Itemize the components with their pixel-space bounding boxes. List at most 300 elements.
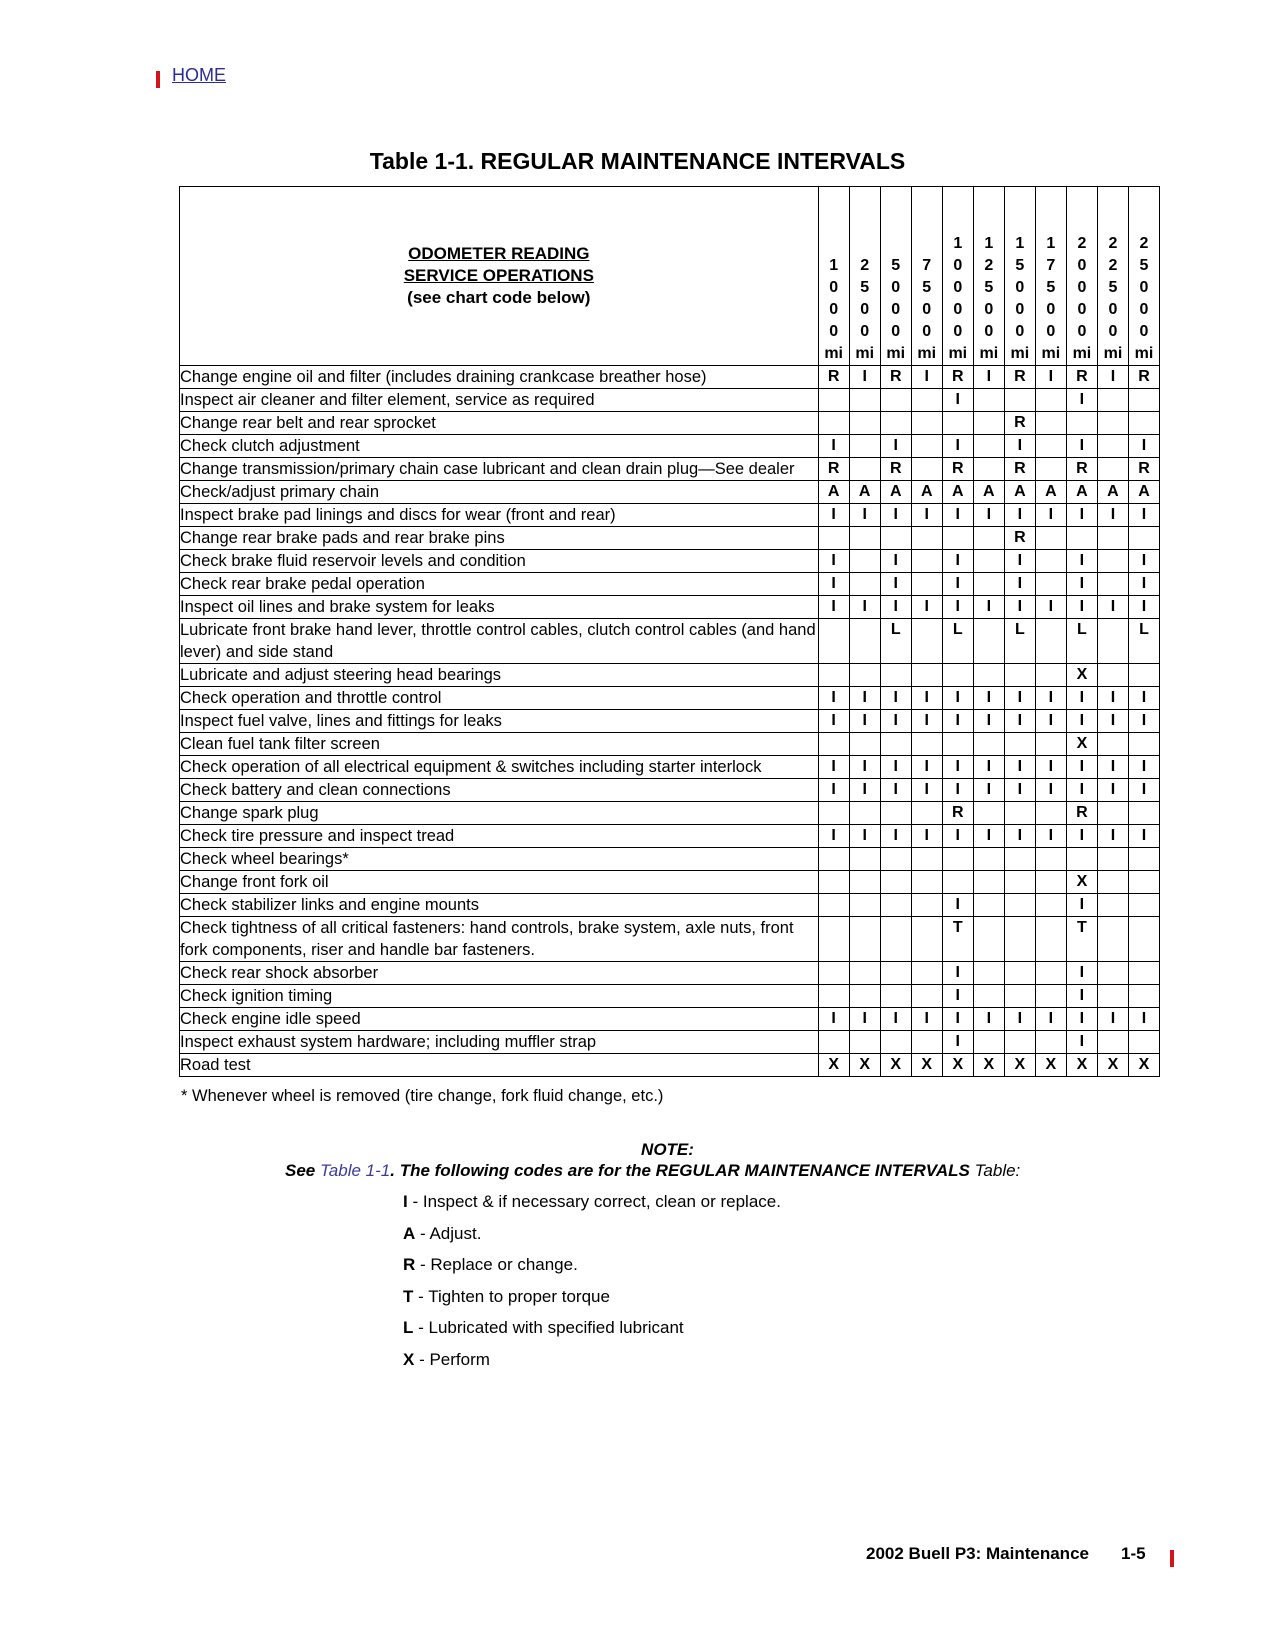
- interval-code: I: [1128, 710, 1159, 733]
- service-operation: Inspect fuel valve, lines and fittings for leaks: [180, 710, 819, 733]
- note-text: . The following codes are for the REGULAR MAINTENANCE INTERVALS: [390, 1161, 970, 1180]
- interval-code: I: [942, 596, 973, 619]
- interval-code: I: [911, 596, 942, 619]
- interval-code: I: [973, 710, 1004, 733]
- interval-code: X: [849, 1054, 880, 1077]
- interval-code: I: [1097, 756, 1128, 779]
- interval-code: I: [1035, 504, 1066, 527]
- interval-code: A: [880, 481, 911, 504]
- interval-code: I: [911, 756, 942, 779]
- mileage-digit: 0: [922, 301, 932, 318]
- interval-code: X: [1066, 733, 1097, 756]
- interval-code: [1035, 1031, 1066, 1054]
- interval-code: [1097, 619, 1128, 664]
- interval-code: L: [1004, 619, 1035, 664]
- interval-code: X: [1066, 871, 1097, 894]
- interval-code: [911, 527, 942, 550]
- interval-code: [911, 664, 942, 687]
- interval-code: I: [818, 1008, 849, 1031]
- interval-code: [849, 664, 880, 687]
- interval-code: I: [1066, 894, 1097, 917]
- interval-code: [880, 664, 911, 687]
- interval-code: [849, 527, 880, 550]
- table-row: [180, 779, 1160, 802]
- mileage-digit: 0: [1139, 301, 1149, 318]
- mileage-digit: 0: [1015, 323, 1025, 340]
- interval-code: [1035, 848, 1066, 871]
- interval-code: I: [1004, 1008, 1035, 1031]
- interval-code: I: [1128, 825, 1159, 848]
- interval-code: R: [1004, 366, 1035, 389]
- mileage-header: [911, 187, 942, 366]
- interval-code: I: [1097, 687, 1128, 710]
- interval-code: I: [942, 573, 973, 596]
- interval-code: I: [973, 779, 1004, 802]
- interval-code: [1097, 848, 1128, 871]
- interval-code: I: [1066, 825, 1097, 848]
- interval-code: [818, 389, 849, 412]
- interval-code: [973, 962, 1004, 985]
- interval-code: A: [1128, 481, 1159, 504]
- legend-code: L: [403, 1318, 414, 1337]
- legend-description: - Inspect & if necessary correct, clean or replace.: [407, 1192, 781, 1211]
- legend-description: - Replace or change.: [415, 1255, 578, 1274]
- service-operation: Check clutch adjustment: [180, 435, 819, 458]
- interval-code: [942, 664, 973, 687]
- mileage-digit: 0: [1015, 279, 1025, 296]
- mileage-header: [1035, 187, 1066, 366]
- service-operation: Change transmission/primary chain case lubricant and clean drain plug—See dealer: [180, 458, 819, 481]
- interval-code: [1128, 962, 1159, 985]
- interval-code: [880, 802, 911, 825]
- interval-code: [973, 550, 1004, 573]
- interval-code: [849, 985, 880, 1008]
- interval-code: I: [818, 687, 849, 710]
- interval-code: I: [911, 1008, 942, 1031]
- interval-code: I: [1128, 504, 1159, 527]
- interval-code: [849, 573, 880, 596]
- mileage-digit: 0: [1108, 323, 1118, 340]
- interval-code: [1128, 871, 1159, 894]
- interval-code: [1035, 619, 1066, 664]
- interval-code: I: [973, 756, 1004, 779]
- service-operation: Lubricate and adjust steering head bearings: [180, 664, 819, 687]
- mileage-digit: mi: [1134, 345, 1154, 362]
- interval-code: I: [942, 435, 973, 458]
- interval-code: I: [818, 504, 849, 527]
- interval-code: I: [818, 710, 849, 733]
- mileage-digit: 5: [922, 279, 932, 296]
- mileage-digit: 0: [984, 323, 994, 340]
- interval-code: [1066, 412, 1097, 435]
- table-footnote: * Whenever wheel is removed (tire change, fork fluid change, etc.): [181, 1087, 664, 1105]
- interval-code: R: [818, 366, 849, 389]
- mileage-header: [818, 187, 849, 366]
- mileage-digit: 7: [922, 257, 932, 274]
- page-footer: [866, 1544, 1146, 1564]
- maintenance-table: [179, 186, 1160, 1077]
- interval-code: I: [818, 779, 849, 802]
- service-operation: Check battery and clean connections: [180, 779, 819, 802]
- interval-code: [1128, 917, 1159, 962]
- table-row: [180, 962, 1160, 985]
- table-row: [180, 366, 1160, 389]
- interval-code: R: [942, 802, 973, 825]
- mileage-digit: 0: [860, 301, 870, 318]
- interval-code: I: [1097, 1008, 1128, 1031]
- interval-code: X: [880, 1054, 911, 1077]
- interval-code: I: [911, 779, 942, 802]
- interval-code: [1097, 573, 1128, 596]
- home-link[interactable]: HOME: [172, 65, 226, 85]
- interval-code: [1128, 1031, 1159, 1054]
- interval-code: I: [849, 687, 880, 710]
- interval-code: X: [942, 1054, 973, 1077]
- interval-code: I: [1128, 1008, 1159, 1031]
- interval-code: [1035, 802, 1066, 825]
- interval-code: [849, 458, 880, 481]
- legend-code: X: [403, 1349, 415, 1369]
- interval-code: [880, 412, 911, 435]
- interval-code: [911, 550, 942, 573]
- interval-code: [880, 848, 911, 871]
- interval-code: I: [1097, 710, 1128, 733]
- service-operation: Change rear belt and rear sprocket: [180, 412, 819, 435]
- mileage-digit: 0: [953, 257, 963, 274]
- interval-code: [1066, 848, 1097, 871]
- interval-code: [849, 848, 880, 871]
- interval-code: [1097, 527, 1128, 550]
- interval-code: [1128, 527, 1159, 550]
- interval-code: [818, 619, 849, 664]
- interval-code: [911, 962, 942, 985]
- interval-code: I: [1004, 825, 1035, 848]
- interval-code: [849, 733, 880, 756]
- interval-code: [1035, 871, 1066, 894]
- interval-code: I: [1066, 710, 1097, 733]
- note-prefix: See: [285, 1161, 320, 1180]
- interval-code: A: [942, 481, 973, 504]
- interval-code: I: [880, 504, 911, 527]
- service-operation: Lubricate front brake hand lever, throttle control cables, clutch control cables (and hand lever) and side stand: [180, 619, 819, 664]
- interval-code: [911, 412, 942, 435]
- service-operations-header: [180, 187, 819, 366]
- interval-code: I: [942, 1008, 973, 1031]
- interval-code: [818, 1031, 849, 1054]
- service-operation: Change front fork oil: [180, 871, 819, 894]
- interval-code: [880, 527, 911, 550]
- interval-code: [1004, 917, 1035, 962]
- service-operation: Check wheel bearings*: [180, 848, 819, 871]
- interval-code: L: [880, 619, 911, 664]
- interval-code: I: [911, 504, 942, 527]
- table-row: [180, 573, 1160, 596]
- interval-code: [1035, 894, 1066, 917]
- legend-description: - Tighten to proper torque: [413, 1286, 610, 1306]
- interval-code: [1097, 389, 1128, 412]
- interval-code: [1097, 1031, 1128, 1054]
- service-operation: Check/adjust primary chain: [180, 481, 819, 504]
- interval-code: [849, 435, 880, 458]
- interval-code: [973, 733, 1004, 756]
- table-row: [180, 710, 1160, 733]
- table-row: [180, 619, 1160, 664]
- interval-code: I: [849, 596, 880, 619]
- interval-code: I: [1097, 504, 1128, 527]
- interval-code: I: [880, 550, 911, 573]
- interval-code: I: [880, 756, 911, 779]
- interval-code: [911, 733, 942, 756]
- interval-code: I: [880, 779, 911, 802]
- mileage-header: [973, 187, 1004, 366]
- interval-code: [880, 917, 911, 962]
- interval-code: [911, 435, 942, 458]
- mileage-header: [942, 187, 973, 366]
- table-row: [180, 825, 1160, 848]
- mileage-digit: 0: [1139, 323, 1149, 340]
- legend-item: [403, 1254, 781, 1286]
- mileage-digit: 0: [1077, 257, 1087, 274]
- interval-code: [973, 664, 1004, 687]
- interval-code: I: [911, 825, 942, 848]
- mileage-digit: 1: [829, 257, 839, 274]
- interval-code: [849, 962, 880, 985]
- interval-code: X: [1004, 1054, 1035, 1077]
- interval-code: I: [880, 435, 911, 458]
- interval-code: R: [942, 366, 973, 389]
- service-operation: Change engine oil and filter (includes draining crankcase breather hose): [180, 366, 819, 389]
- interval-code: I: [849, 710, 880, 733]
- interval-code: I: [1128, 573, 1159, 596]
- mileage-digit: 0: [1046, 301, 1056, 318]
- interval-code: [1097, 664, 1128, 687]
- interval-code: [818, 733, 849, 756]
- mileage-digit: 0: [1139, 279, 1149, 296]
- interval-code: [818, 802, 849, 825]
- interval-code: [1035, 985, 1066, 1008]
- interval-code: [973, 412, 1004, 435]
- table-row: [180, 985, 1160, 1008]
- interval-code: I: [942, 504, 973, 527]
- interval-code: I: [1128, 687, 1159, 710]
- mileage-digit: 0: [829, 323, 839, 340]
- service-operation: Check rear shock absorber: [180, 962, 819, 985]
- interval-code: [818, 848, 849, 871]
- mileage-digit: 0: [953, 279, 963, 296]
- interval-code: I: [1066, 985, 1097, 1008]
- legend-item: [403, 1223, 781, 1255]
- interval-code: R: [1066, 458, 1097, 481]
- interval-code: [1035, 412, 1066, 435]
- interval-code: [1128, 733, 1159, 756]
- mileage-header: [1004, 187, 1035, 366]
- interval-code: [942, 412, 973, 435]
- interval-code: I: [880, 573, 911, 596]
- interval-code: [1097, 550, 1128, 573]
- mileage-digit: 0: [922, 323, 932, 340]
- interval-code: [973, 848, 1004, 871]
- interval-code: I: [942, 550, 973, 573]
- interval-code: I: [849, 825, 880, 848]
- interval-code: [911, 848, 942, 871]
- interval-code: [1097, 435, 1128, 458]
- mileage-digit: 2: [860, 257, 870, 274]
- interval-code: [942, 871, 973, 894]
- interval-code: I: [1066, 596, 1097, 619]
- table-reference-link[interactable]: Table 1-1: [319, 1161, 391, 1180]
- interval-code: [818, 917, 849, 962]
- interval-code: I: [1066, 389, 1097, 412]
- interval-code: I: [1128, 779, 1159, 802]
- interval-code: R: [1004, 412, 1035, 435]
- legend-code: A: [403, 1223, 416, 1243]
- mileage-digit: mi: [886, 345, 906, 362]
- mileage-digit: mi: [1010, 345, 1030, 362]
- mileage-digit: mi: [855, 345, 875, 362]
- interval-code: [973, 894, 1004, 917]
- mileage-digit: 0: [1015, 301, 1025, 318]
- mileage-digit: 0: [1108, 301, 1118, 318]
- interval-code: I: [973, 1008, 1004, 1031]
- interval-code: [1097, 458, 1128, 481]
- interval-code: [973, 802, 1004, 825]
- interval-code: I: [880, 1008, 911, 1031]
- interval-code: [1097, 733, 1128, 756]
- interval-code: I: [1035, 596, 1066, 619]
- interval-code: R: [818, 458, 849, 481]
- interval-code: [1004, 962, 1035, 985]
- interval-code: A: [1035, 481, 1066, 504]
- table-row: [180, 733, 1160, 756]
- interval-code: [1035, 527, 1066, 550]
- mileage-digit: mi: [917, 345, 937, 362]
- interval-code: R: [880, 458, 911, 481]
- interval-code: A: [1066, 481, 1097, 504]
- interval-code: A: [1004, 481, 1035, 504]
- interval-code: [1035, 550, 1066, 573]
- interval-code: I: [849, 779, 880, 802]
- interval-code: [1128, 985, 1159, 1008]
- interval-code: [1097, 802, 1128, 825]
- interval-code: I: [942, 389, 973, 412]
- interval-code: I: [1066, 573, 1097, 596]
- interval-code: I: [1004, 504, 1035, 527]
- table-row: [180, 504, 1160, 527]
- interval-code: I: [973, 504, 1004, 527]
- interval-code: [818, 871, 849, 894]
- interval-code: [880, 894, 911, 917]
- table-row: [180, 687, 1160, 710]
- interval-code: [942, 527, 973, 550]
- interval-code: [849, 1031, 880, 1054]
- interval-code: [1004, 848, 1035, 871]
- interval-code: I: [1066, 550, 1097, 573]
- legend-description: - Lubricated with specified lubricant: [413, 1318, 684, 1337]
- interval-code: [849, 802, 880, 825]
- interval-code: I: [942, 985, 973, 1008]
- interval-code: [911, 458, 942, 481]
- mileage-digit: 1: [984, 235, 994, 252]
- interval-code: I: [942, 962, 973, 985]
- interval-code: I: [818, 596, 849, 619]
- interval-code: [1004, 389, 1035, 412]
- service-operation: Clean fuel tank filter screen: [180, 733, 819, 756]
- interval-code: I: [1035, 779, 1066, 802]
- interval-code: I: [1035, 366, 1066, 389]
- interval-code: I: [1128, 596, 1159, 619]
- table-row: [180, 1008, 1160, 1031]
- interval-code: [849, 917, 880, 962]
- interval-code: [1035, 962, 1066, 985]
- interval-code: I: [973, 596, 1004, 619]
- interval-code: I: [818, 756, 849, 779]
- interval-code: X: [1035, 1054, 1066, 1077]
- mileage-digit: 5: [1046, 279, 1056, 296]
- interval-code: [1128, 389, 1159, 412]
- interval-code: I: [818, 435, 849, 458]
- interval-code: [1004, 871, 1035, 894]
- interval-code: R: [942, 458, 973, 481]
- interval-code: I: [1004, 596, 1035, 619]
- mileage-digit: 2: [984, 257, 994, 274]
- table-row: [180, 756, 1160, 779]
- legend-description: - Adjust.: [415, 1223, 482, 1243]
- interval-code: [1128, 802, 1159, 825]
- legend-code: T: [403, 1286, 414, 1306]
- interval-code: I: [818, 825, 849, 848]
- interval-code: A: [818, 481, 849, 504]
- interval-code: I: [973, 687, 1004, 710]
- legend-item: [403, 1317, 781, 1349]
- interval-code: [880, 389, 911, 412]
- interval-code: A: [1097, 481, 1128, 504]
- interval-code: [818, 894, 849, 917]
- interval-code: L: [942, 619, 973, 664]
- mileage-digit: 7: [1046, 257, 1056, 274]
- interval-code: [849, 412, 880, 435]
- service-operation: Check operation and throttle control: [180, 687, 819, 710]
- interval-code: [1128, 894, 1159, 917]
- interval-code: I: [880, 825, 911, 848]
- interval-code: I: [1035, 825, 1066, 848]
- table-row: [180, 596, 1160, 619]
- mileage-digit: 0: [1077, 279, 1087, 296]
- mileage-digit: mi: [1041, 345, 1061, 362]
- table-row: [180, 848, 1160, 871]
- interval-code: [1097, 917, 1128, 962]
- interval-code: [1097, 894, 1128, 917]
- interval-code: [942, 848, 973, 871]
- interval-code: I: [1004, 687, 1035, 710]
- interval-code: I: [1066, 1031, 1097, 1054]
- interval-code: I: [880, 710, 911, 733]
- mileage-header: [1066, 187, 1097, 366]
- interval-code: I: [942, 687, 973, 710]
- mileage-digit: 1: [1046, 235, 1056, 252]
- interval-code: I: [1066, 1008, 1097, 1031]
- interval-code: L: [1066, 619, 1097, 664]
- mileage-digit: 0: [891, 279, 901, 296]
- interval-code: X: [973, 1054, 1004, 1077]
- interval-code: [1004, 733, 1035, 756]
- mileage-digit: mi: [1072, 345, 1092, 362]
- interval-code: [911, 917, 942, 962]
- table-body: [180, 366, 1160, 1077]
- interval-code: I: [1097, 779, 1128, 802]
- interval-code: [880, 962, 911, 985]
- interval-code: [1004, 1031, 1035, 1054]
- interval-code: [1128, 848, 1159, 871]
